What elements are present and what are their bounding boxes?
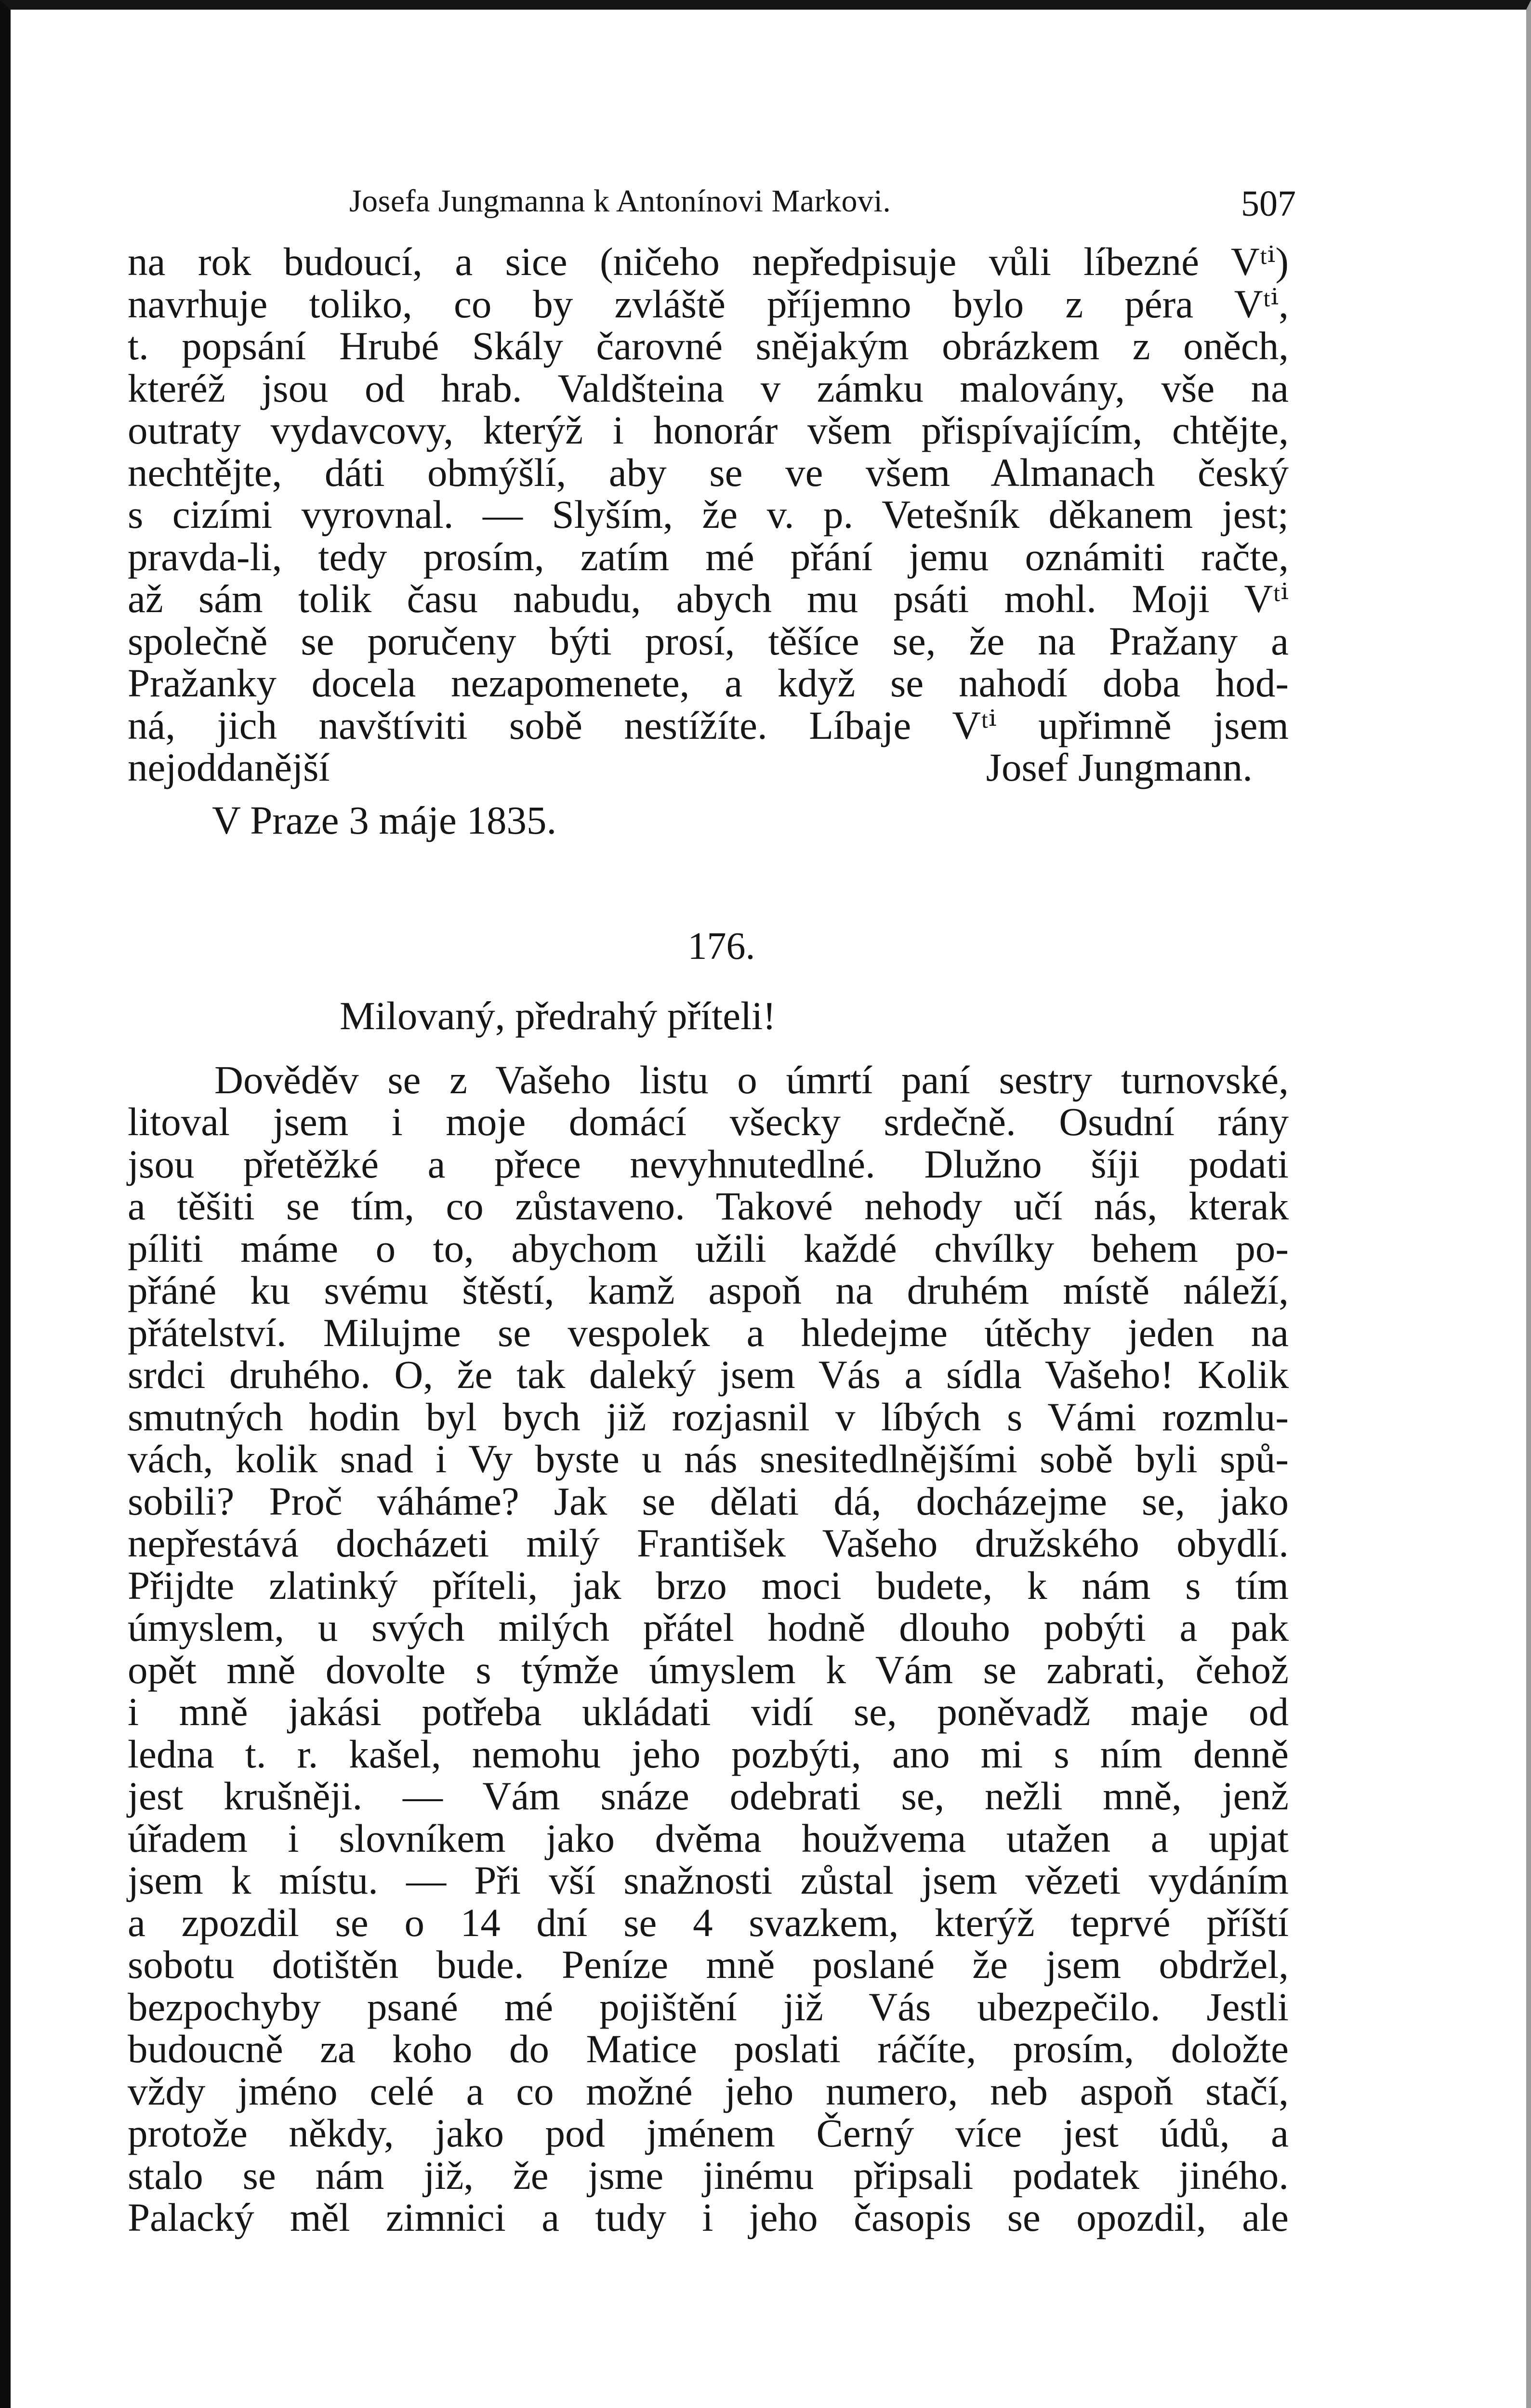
dateline: V Praze 3 máje 1835. xyxy=(212,798,557,842)
text-line: ná, jich navštíviti sobě nestížíte. Líbaje Vᵗⁱ upřimně jsem xyxy=(128,703,1289,747)
text-line: vždy jméno celé a co možné jeho numero, neb aspoň stačí, xyxy=(128,2068,1289,2113)
running-title: Josefa Jungmanna k Antonínovi Markovi. xyxy=(349,183,891,219)
salutation: Milovaný, předrahý příteli! xyxy=(340,993,776,1038)
text-line: s cizími vyrovnal. — Slyším, že v. p. Vetešník děkanem jest; xyxy=(128,492,1289,537)
text-line: outraty vydavcovy, kterýž i honorár všem přispívajícím, chtějte, xyxy=(128,408,1289,452)
text-line: sobili? Proč váháme? Jak se dělati dá, docházejme se, jako xyxy=(128,1479,1289,1523)
closing-line xyxy=(128,746,1289,789)
text-line: Dověděv se z Vašeho listu o úmrtí paní sestry turnovské, xyxy=(214,1057,1289,1102)
text-line: úřadem i slovníkem jako dvěma houžvema utažen a upjat xyxy=(128,1816,1289,1860)
text-line: i mně jakási potřeba ukládati vidí se, poněvadž maje od xyxy=(128,1689,1289,1734)
text-line: budoucně za koho do Matice poslati ráčíte, prosím, doložte xyxy=(128,2027,1289,2071)
text-line: až sám tolik času nabudu, abych mu psáti mohl. Moji Vᵗⁱ xyxy=(128,576,1289,621)
text-line: protože někdy, jako pod jménem Černý více jest údů, a xyxy=(128,2111,1289,2155)
text-line: navrhuje toliko, co by zvláště příjemno bylo z péra Vᵗⁱ, xyxy=(128,281,1289,326)
text-line: jsou přetěžké a přece nevyhnutedlné. Dlužno šíji podati xyxy=(128,1141,1289,1186)
text-line: ledna t. r. kašel, nemohu jeho pozbýti, ano mi s ním denně xyxy=(128,1731,1289,1776)
text-line: smutných hodin byl bych již rozjasnil v líbých s Vámi rozmlu- xyxy=(128,1394,1289,1439)
text-line: nepřestává docházeti milý František Vašeho družského obydlí. xyxy=(128,1521,1289,1565)
text-line: Palacký měl zimnici a tudy i jeho časopis se opozdil, ale xyxy=(128,2195,1289,2239)
signature: Josef Jungmann. xyxy=(986,745,1253,789)
text-line: nechtějte, dáti obmýšlí, aby se ve všem Almanach český xyxy=(128,450,1289,495)
text-line: kteréž jsou od hrab. Valdšteina v zámku malovány, vše na xyxy=(128,366,1289,410)
text-line: bezpochyby psané mé pojištění již Vás ubezpečilo. Jestli xyxy=(128,1984,1289,2029)
text-line: přátelství. Milujme se vespolek a hledejme útěchy jeden na xyxy=(128,1310,1289,1355)
text-line: přáné ku svému štěstí, kamž aspoň na druhém místě náleží, xyxy=(128,1268,1289,1312)
letter-number: 176. xyxy=(687,925,755,968)
text-line: Pražanky docela nezapomenete, a když se nahodí doba hod- xyxy=(128,661,1289,705)
letter-176-body xyxy=(128,1059,1289,2239)
text-line: společně se poručeny býti prosí, těšíce se, že na Pražany a xyxy=(128,618,1289,663)
text-line: vách, kolik snad i Vy byste u nás snesitedlnějšími sobě byli spů- xyxy=(128,1437,1289,1481)
text-line: jest krušněji. — Vám snáze odebrati se, nežli mně, jenž xyxy=(128,1774,1289,1818)
page-number: 507 xyxy=(1241,183,1296,224)
letter-175-ending xyxy=(128,241,1289,746)
text-line: litoval jsem i moje domácí všecky srdečně. Osudní rány xyxy=(128,1099,1289,1144)
text-line: píliti máme o to, abychom užili každé chvílky behem po- xyxy=(128,1226,1289,1270)
text-line: pravda-li, tedy prosím, zatím mé přání jemu oznámiti račte, xyxy=(128,534,1289,579)
text-line: sobotu dotištěn bude. Peníze mně poslané že jsem obdržel, xyxy=(128,1942,1289,1987)
text-line: Přijdte zlatinký příteli, jak brzo moci budete, k nám s tím xyxy=(128,1563,1289,1608)
text-line: na rok budoucí, a sice (ničeho nepředpisuje vůli líbezné Vᵗⁱ) xyxy=(128,239,1289,284)
text-line: opět mně dovolte s týmže úmyslem k Vám se zabrati, čehož xyxy=(128,1647,1289,1692)
text-line: úmyslem, u svých milých přátel hodně dlouho pobýti a pak xyxy=(128,1605,1289,1649)
text-line: a těšiti se tím, co zůstaveno. Takové nehody učí nás, kterak xyxy=(128,1184,1289,1228)
text-line: t. popsání Hrubé Skály čarovné snějakým obrázkem z oněch, xyxy=(128,324,1289,368)
text-line: stalo se nám již, že jsme jinému připsali podatek jiného. xyxy=(128,2153,1289,2198)
text-line: jsem k místu. — Při vší snažnosti zůstal jsem vězeti vydáním xyxy=(128,1858,1289,1902)
text-line: srdci druhého. O, že tak daleký jsem Vás a sídla Vašeho! Kolik xyxy=(128,1352,1289,1397)
book-page xyxy=(128,183,1296,2239)
page-header xyxy=(128,183,1296,241)
text-line: a zpozdil se o 14 dní se 4 svazkem, kterýž teprvé příští xyxy=(128,1900,1289,1945)
closing-phrase: nejoddanější xyxy=(128,745,330,789)
